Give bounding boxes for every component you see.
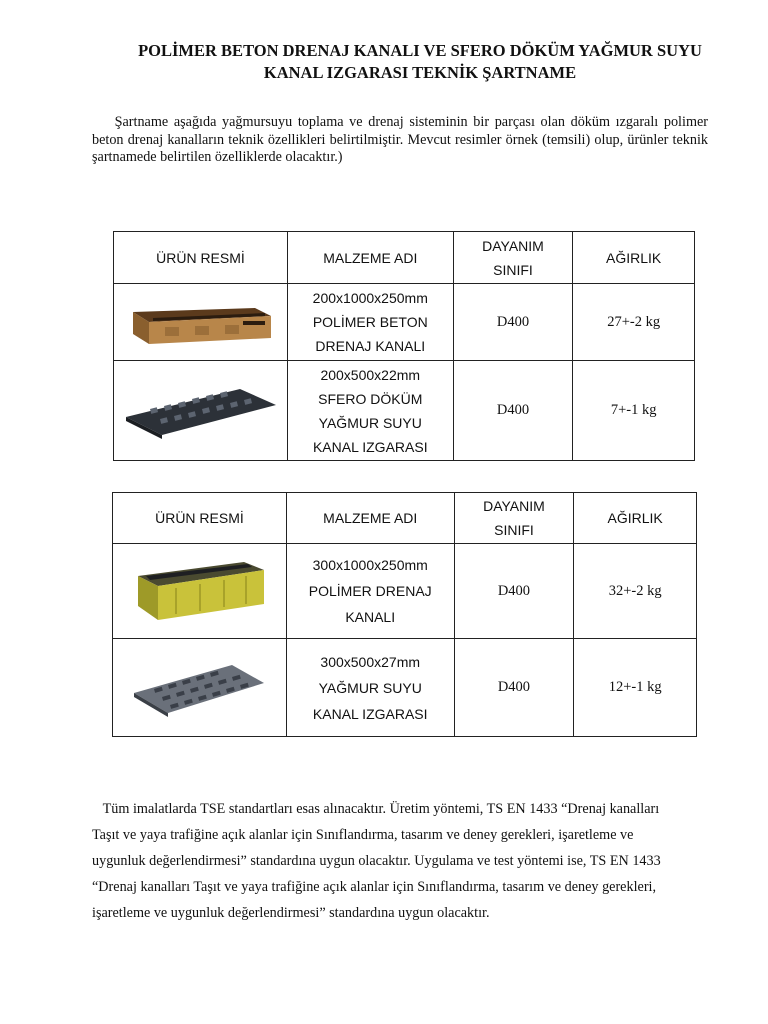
yellow-drain-channel-image xyxy=(124,554,274,628)
header-weight: AĞIRLIK xyxy=(574,493,697,544)
intro-text: Şartname aşağıda yağmursuyu toplama ve drenaj sisteminin bir parçası olan döküm ızgaralı polimer beton drenaj kanalların teknik özellikleri belirtilmiştir. Mevcut resimler örnek (temsili) olup, ürünler teknik şartnamede belirtilen özelliklerde olacaktır.) xyxy=(92,114,708,165)
product-table-1 xyxy=(113,231,695,461)
material-name-cell: 200x1000x250mm POLİMER BETON DRENAJ KANALI xyxy=(287,284,453,361)
strength-class-cell: D400 xyxy=(453,284,573,361)
strength-class-cell: D400 xyxy=(454,639,574,737)
closing-line-3: uygunluk değerlendirmesi” standardına uygun olacaktır. Uygulama ve test yöntemi ise, TS EN 1433 xyxy=(92,853,661,869)
weight-cell: 32+-2 kg xyxy=(574,544,697,639)
table-row xyxy=(114,284,695,361)
table-header-row xyxy=(113,493,697,544)
header-product-image: ÜRÜN RESMİ xyxy=(114,232,288,284)
grate-image xyxy=(124,653,274,723)
table-row xyxy=(113,544,697,639)
cast-iron-grate-image xyxy=(120,379,280,443)
product-image-cell xyxy=(113,544,287,639)
header-material-name: MALZEME ADI xyxy=(287,232,453,284)
weight-cell: 12+-1 kg xyxy=(574,639,697,737)
material-name-cell: 300x500x27mm YAĞMUR SUYU KANAL IZGARASI xyxy=(286,639,454,737)
closing-paragraph xyxy=(92,796,732,926)
header-strength-class: DAYANIM SINIFI xyxy=(453,232,573,284)
table-row xyxy=(113,639,697,737)
table-row xyxy=(114,361,695,461)
closing-line-2: Taşıt ve yaya trafiğine açık alanlar için Sınıflandırma, tasarım ve deney gerekleri, işaretleme ve xyxy=(92,827,634,843)
header-weight: AĞIRLIK xyxy=(573,232,695,284)
header-strength-class: DAYANIM SINIFI xyxy=(454,493,574,544)
closing-line-5: işaretleme ve uygunluk değerlendirmesi” standardına uygun olacaktır. xyxy=(92,905,490,921)
header-material-name: MALZEME ADI xyxy=(286,493,454,544)
material-name-cell: 300x1000x250mm POLİMER DRENAJ KANALI xyxy=(286,544,454,639)
product-table-2 xyxy=(112,492,697,737)
weight-cell: 27+-2 kg xyxy=(573,284,695,361)
product-image-cell xyxy=(113,639,287,737)
product-image-cell xyxy=(114,284,288,361)
product-image-cell xyxy=(114,361,288,461)
document-title xyxy=(60,40,768,84)
title-line-2: KANAL IZGARASI TEKNİK ŞARTNAME xyxy=(263,63,577,82)
title-line-1: POLİMER BETON DRENAJ KANALI VE SFERO DÖKÜM YAĞMUR SUYU xyxy=(138,41,702,60)
closing-line-4: “Drenaj kanalları Taşıt ve yaya trafiğine açık alanlar için Sınıflandırma, tasarım ve deney gerekleri, xyxy=(92,879,657,895)
weight-cell: 7+-1 kg xyxy=(573,361,695,461)
header-product-image: ÜRÜN RESMİ xyxy=(113,493,287,544)
intro-paragraph xyxy=(92,114,708,167)
strength-class-cell: D400 xyxy=(454,544,574,639)
table-header-row xyxy=(114,232,695,284)
brown-drain-channel-image xyxy=(125,294,275,350)
closing-line-1: Tüm imalatlarda TSE standartları esas alınacaktır. Üretim yöntemi, TS EN 1433 “Drenaj kanalları xyxy=(102,801,660,817)
strength-class-cell: D400 xyxy=(453,361,573,461)
material-name-cell: 200x500x22mm SFERO DÖKÜM YAĞMUR SUYU KANAL IZGARASI xyxy=(287,361,453,461)
